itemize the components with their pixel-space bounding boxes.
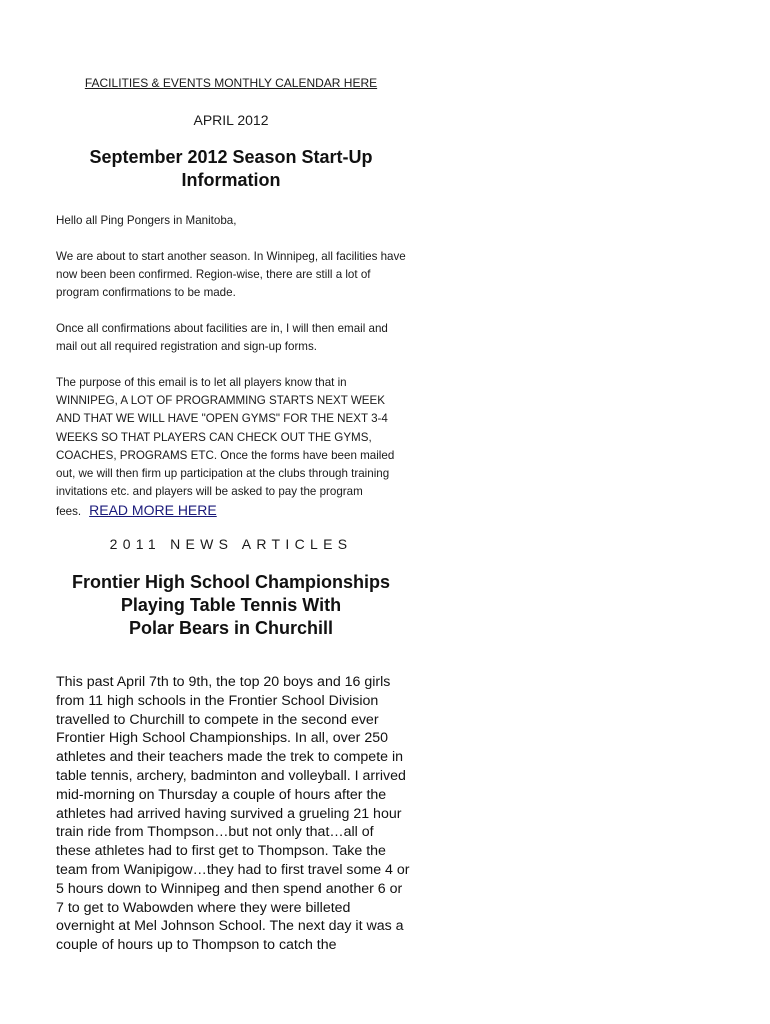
paragraph-3-text: The purpose of this email is to let all players know that in WINNIPEG, A LOT OF PROGRAMMING STARTS NEXT WEEK AND THAT WE WILL HAVE "OPEN GYMS" FOR THE NEXT 3-4 WEEKS SO THAT PLAYERS CAN CHECK OUT THE GYMS, COACHES, PROGRAMS ETC. Once the forms have been mailed out, we will then firm up participation at the clubs through training invitations etc. and players will be asked to pay the program fees. bbox=[56, 376, 395, 519]
paragraph-1-text: We are about to start another season. In Winnipeg, all facilities have now been been confirmed. Region-wise, there are still a lot of program confirmations to be made. bbox=[56, 250, 406, 300]
frontier-title-line-3: Polar Bears in Churchill bbox=[128, 618, 334, 638]
paragraph-3-container bbox=[56, 374, 408, 522]
frontier-article-body: This past April 7th to 9th, the top 20 boys and 16 girls from 11 high schools in the Frontier School Division travelled to Churchill to compete in the second ever Frontier High School Championships. In all, over 250 athletes and their teachers made the trek to compete in table tennis, archery, badminton and volleyball. I arrived mid-morning on Thursday a couple of hours after the athletes had arrived having survived a grueling 21 hour train ride from Thompson…but not only that…all of these athletes had to first get to Thompson. Take the team from Wanipigow…they had to first travel some 4 or 5 hours down to Winnipeg and then spend another 6 or 7 to get to Wabowden where they were billeted overnight at Mel Johnson School. The next day it was a couple of hours up to Thompson to catch the bbox=[56, 674, 410, 954]
calendar-link[interactable]: FACILITIES & EVENTS MONTHLY CALENDAR HERE bbox=[84, 76, 378, 90]
greeting-line: Hello all Ping Pongers in Manitoba, bbox=[56, 214, 237, 227]
paragraph-2-text: Once all confirmations about facilities are in, I will then email and mail out all required registration and sign-up forms. bbox=[56, 322, 388, 354]
month-label: APRIL 2012 bbox=[193, 112, 269, 128]
season-title-line-2: Information bbox=[181, 170, 281, 190]
frontier-title-line-1: Frontier High School Championships bbox=[71, 572, 390, 592]
frontier-title-line-2: Playing Table Tennis With bbox=[120, 595, 342, 615]
season-paragraph-1 bbox=[56, 248, 408, 303]
news-section-heading: 2011 NEWS ARTICLES bbox=[109, 536, 353, 552]
season-article-title bbox=[56, 146, 406, 192]
greeting-text bbox=[56, 212, 408, 230]
read-more-link[interactable]: READ MORE HERE bbox=[89, 502, 217, 519]
season-paragraph-2 bbox=[56, 320, 408, 356]
frontier-article-title bbox=[56, 571, 406, 640]
season-title-line-1: September 2012 Season Start-Up bbox=[89, 147, 373, 167]
season-paragraph-3 bbox=[56, 374, 408, 522]
